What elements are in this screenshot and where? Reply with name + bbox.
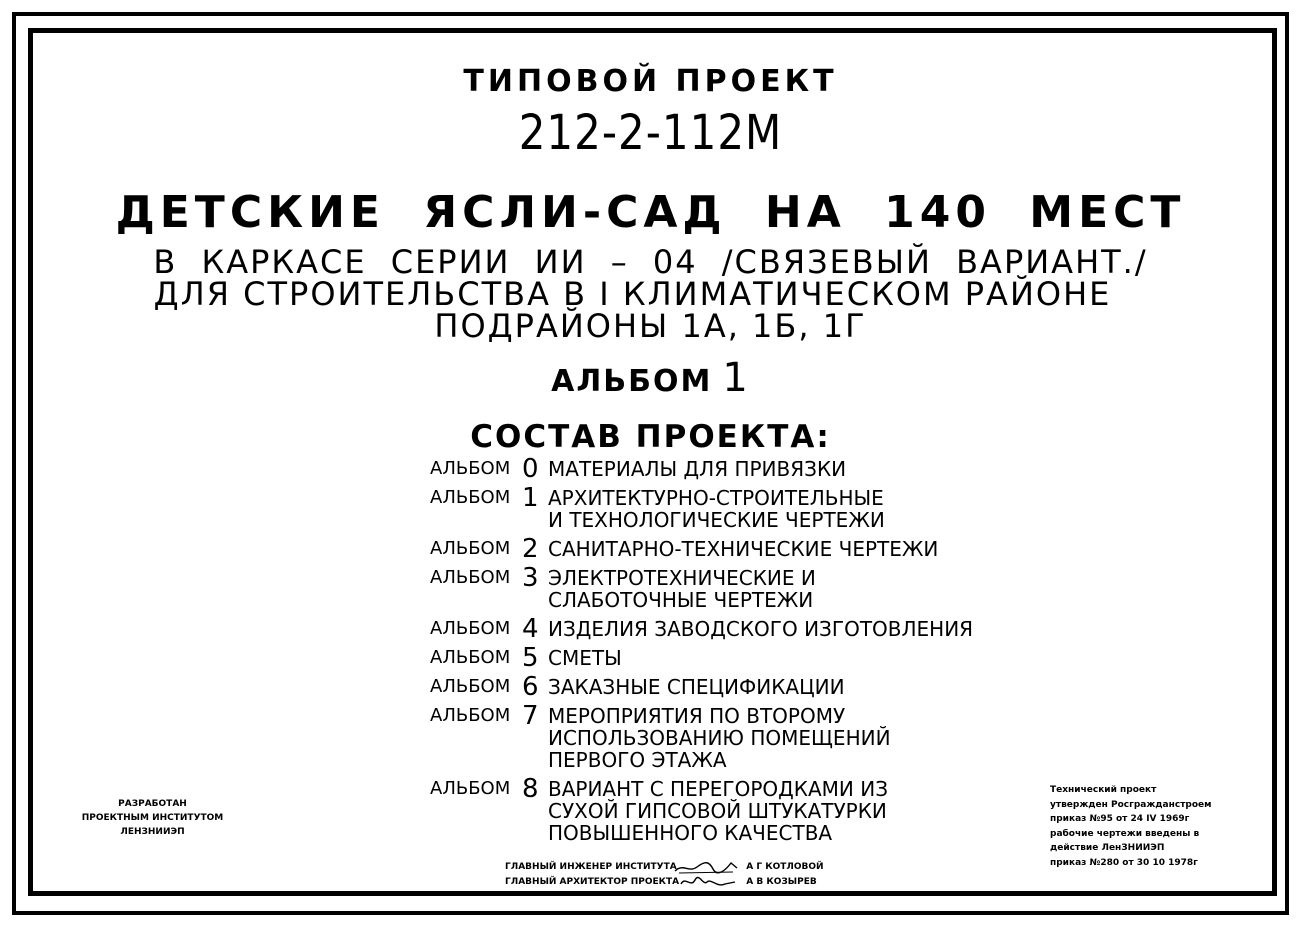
contents-item-description: САНИТАРНО-ТЕХНИЧЕСКИЕ ЧЕРТЕЖИ bbox=[548, 537, 939, 561]
contents-item-number: 3 bbox=[522, 563, 539, 593]
contents-item-description: ЭЛЕКТРОТЕХНИЧЕСКИЕ И СЛАБОТОЧНЫЕ ЧЕРТЕЖИ bbox=[548, 566, 816, 612]
contents-heading: СОСТАВ ПРОЕКТА: bbox=[470, 419, 831, 455]
contents-item-number: 1 bbox=[522, 483, 539, 513]
contents-item-label: АЛЬБОМ bbox=[430, 538, 511, 559]
contents-item-number: 7 bbox=[522, 701, 539, 731]
contents-item-number: 6 bbox=[522, 672, 539, 702]
contents-item bbox=[430, 672, 990, 702]
project-number: 212-2-112М bbox=[518, 104, 783, 161]
contents-item bbox=[430, 774, 990, 845]
contents-item bbox=[430, 534, 990, 564]
contents-item-label: АЛЬБОМ bbox=[430, 705, 511, 726]
signature-role: ГЛАВНЫЙ АРХИТЕКТОР ПРОЕКТА bbox=[505, 876, 680, 887]
contents-item-label: АЛЬБОМ bbox=[430, 458, 511, 479]
subtitle-line-1: В КАРКАСЕ СЕРИИ ИИ – 04 /СВЯЗЕВЫЙ ВАРИАНТ./ bbox=[153, 243, 1148, 281]
contents-item-label: АЛЬБОМ bbox=[430, 647, 511, 668]
signature-role: ГЛАВНЫЙ ИНЖЕНЕР ИНСТИТУТА bbox=[505, 861, 677, 872]
contents-item-description: ЗАКАЗНЫЕ СПЕЦИФИКАЦИИ bbox=[548, 675, 845, 699]
signature-icon bbox=[673, 874, 743, 888]
contents-item-number: 2 bbox=[522, 534, 539, 564]
contents-item-label: АЛЬБОМ bbox=[430, 567, 511, 588]
contents-item-description: МАТЕРИАЛЫ ДЛЯ ПРИВЯЗКИ bbox=[548, 457, 847, 481]
signature-icon bbox=[673, 859, 743, 873]
series-label: ТИПОВОЙ ПРОЕКТ bbox=[463, 64, 838, 99]
contents-item-label: АЛЬБОМ bbox=[430, 487, 511, 508]
contents-item bbox=[430, 563, 990, 612]
subtitle-line-3: ПОДРАЙОНЫ 1А, 1Б, 1Г bbox=[434, 307, 867, 345]
contents-list bbox=[430, 454, 990, 851]
contents-item-number: 5 bbox=[522, 643, 539, 673]
album-label: АЛЬБОМ bbox=[551, 364, 713, 399]
contents-item bbox=[430, 454, 990, 484]
contents-item-number: 4 bbox=[522, 614, 539, 644]
contents-item bbox=[430, 643, 990, 673]
contents-item bbox=[430, 701, 990, 772]
contents-item-description: МЕРОПРИЯТИЯ ПО ВТОРОМУ ИСПОЛЬЗОВАНИЮ ПОМЕЩЕНИЙ ПЕРВОГО ЭТАЖА bbox=[548, 704, 891, 772]
contents-item-number: 8 bbox=[522, 774, 539, 804]
contents-item bbox=[430, 614, 990, 644]
contents-item-number: 0 bbox=[522, 454, 539, 484]
signature-row-chief-engineer bbox=[505, 859, 824, 873]
contents-item bbox=[430, 483, 990, 532]
contents-item-description: СМЕТЫ bbox=[548, 646, 622, 670]
signature-person: А В КОЗЫРЕВ bbox=[746, 876, 817, 887]
building-title: ДЕТСКИЕ ЯСЛИ-САД НА 140 МЕСТ bbox=[115, 187, 1186, 238]
contents-item-label: АЛЬБОМ bbox=[430, 676, 511, 697]
contents-item-description: ИЗДЕЛИЯ ЗАВОДСКОГО ИЗГОТОВЛЕНИЯ bbox=[548, 617, 974, 641]
contents-item-label: АЛЬБОМ bbox=[430, 618, 511, 639]
contents-item-description: АРХИТЕКТУРНО-СТРОИТЕЛЬНЫЕ И ТЕХНОЛОГИЧЕСКИЕ ЧЕРТЕЖИ bbox=[548, 486, 885, 532]
signature-row-chief-architect bbox=[505, 874, 817, 888]
subtitle-line-2: ДЛЯ СТРОИТЕЛЬСТВА В I КЛИМАТИЧЕСКОМ РАЙОНЕ bbox=[153, 275, 1112, 313]
signature-person: А Г КОТЛОВОЙ bbox=[746, 861, 824, 872]
album-heading bbox=[0, 355, 1301, 401]
approval-note: Технический проект утвержден Росгражданстроем приказ №95 от 24 IV 1969г рабочие чертежи введены в действие ЛенЗНИИЭП приказ №280 от 30 10 1978г bbox=[1050, 785, 1212, 868]
developer-note: РАЗРАБОТАН ПРОЕКТНЫМ ИНСТИТУТОМ ЛЕНЗНИИЭП bbox=[81, 799, 224, 837]
contents-item-label: АЛЬБОМ bbox=[430, 778, 511, 799]
album-number: 1 bbox=[722, 355, 750, 401]
contents-item-description: ВАРИАНТ С ПЕРЕГОРОДКАМИ ИЗ СУХОЙ ГИПСОВОЙ ШТУКАТУРКИ ПОВЫШЕННОГО КАЧЕСТВА bbox=[548, 777, 889, 845]
